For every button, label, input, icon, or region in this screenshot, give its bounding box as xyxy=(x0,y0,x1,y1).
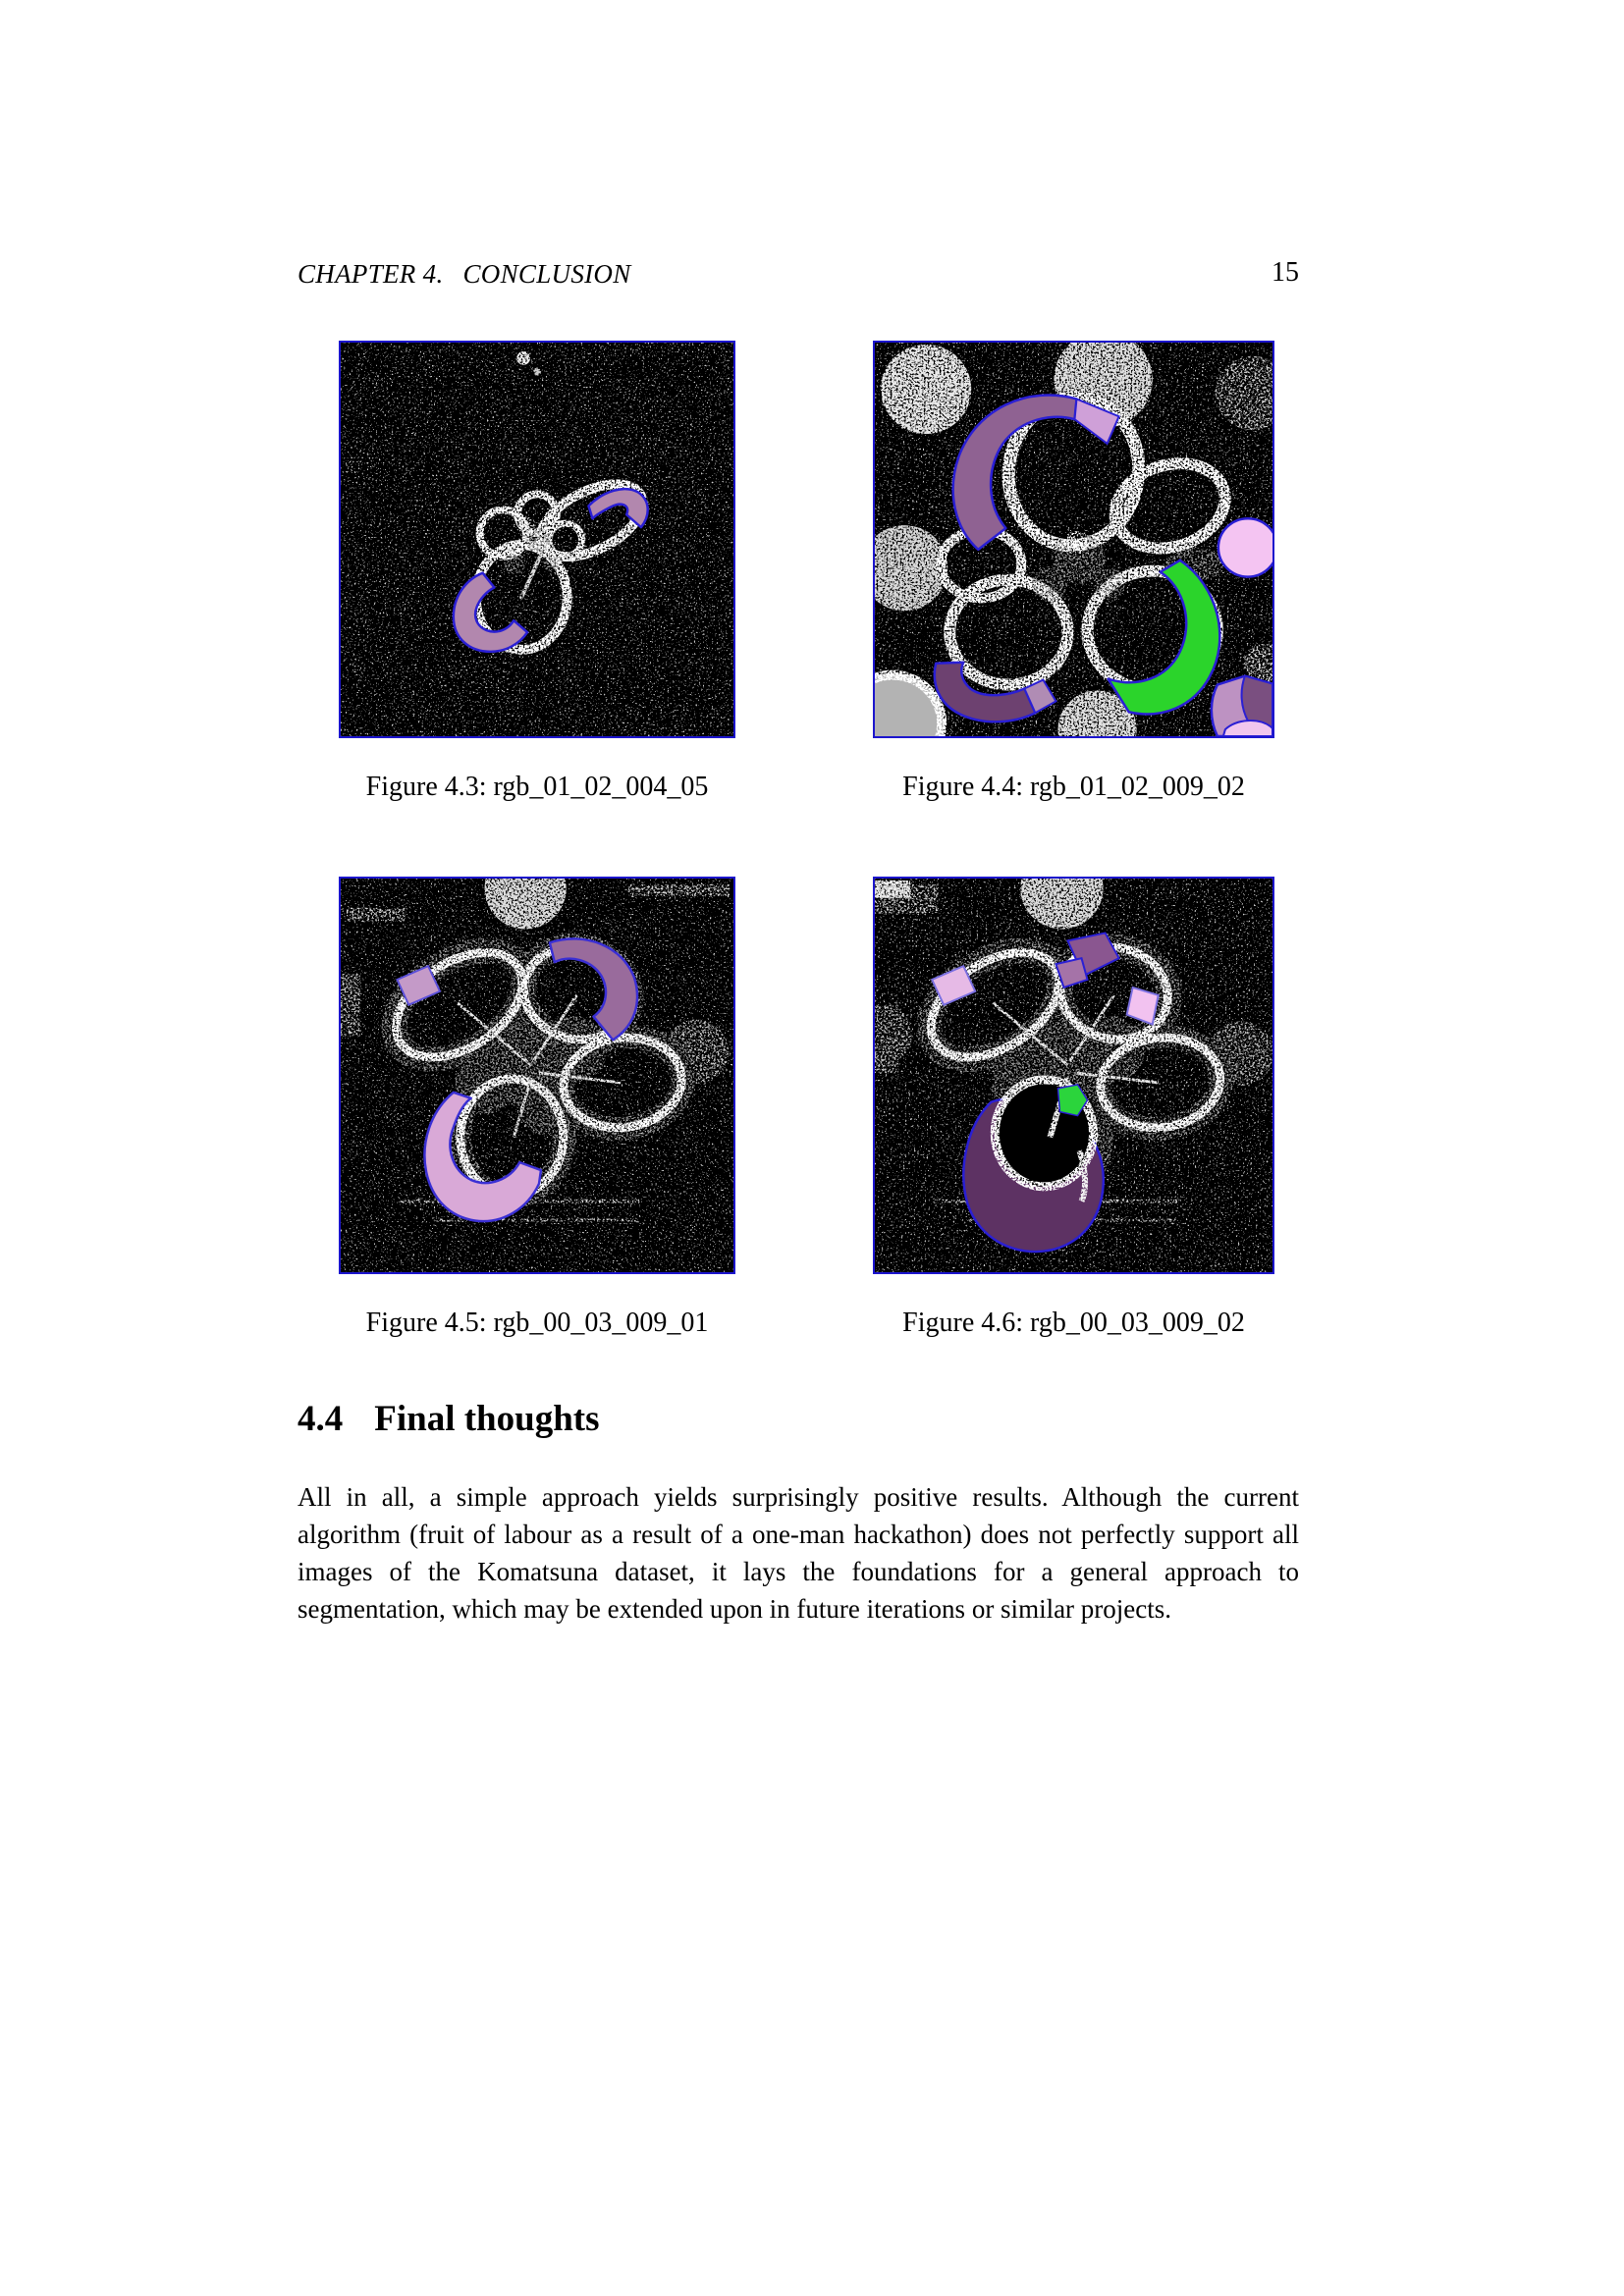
section-title: Final thoughts xyxy=(374,1399,600,1439)
figure-4-6-image xyxy=(873,877,1274,1274)
section-heading xyxy=(298,1398,600,1440)
figure-4-5-image xyxy=(339,877,735,1274)
figure-4-3-image xyxy=(339,341,735,738)
figure-4-3-art xyxy=(341,343,733,736)
figure-4-5-art xyxy=(341,879,733,1272)
chapter-header-label: CHAPTER 4. xyxy=(298,259,444,289)
chapter-header-title: CONCLUSION xyxy=(462,259,631,289)
figure-4-6-caption: Figure 4.6: rgb_00_03_009_02 xyxy=(902,1308,1245,1338)
running-header xyxy=(298,259,631,290)
figure-4-4-art xyxy=(875,343,1272,736)
segment-pink-blob xyxy=(1218,518,1272,576)
figure-4-4-image xyxy=(873,341,1274,738)
section-number: 4.4 xyxy=(298,1399,344,1439)
figure-4-5-caption: Figure 4.5: rgb_00_03_009_01 xyxy=(365,1308,709,1338)
figure-4-3-caption: Figure 4.3: rgb_01_02_004_05 xyxy=(365,772,709,802)
page-number: 15 xyxy=(1272,257,1299,288)
figure-4-6-art xyxy=(875,879,1272,1272)
body-paragraph: All in all, a simple approach yields surprisingly positive results. Although the current algorithm (fruit of labour as a result of a one-man hackathon) does not perfectly support all images of the Komatsuna dataset, it lays the foundations for a general approach to segmentation, which may be extended upon in future iterations or similar projects. xyxy=(298,1482,1299,1624)
figure-4-4-caption: Figure 4.4: rgb_01_02_009_02 xyxy=(902,772,1245,802)
